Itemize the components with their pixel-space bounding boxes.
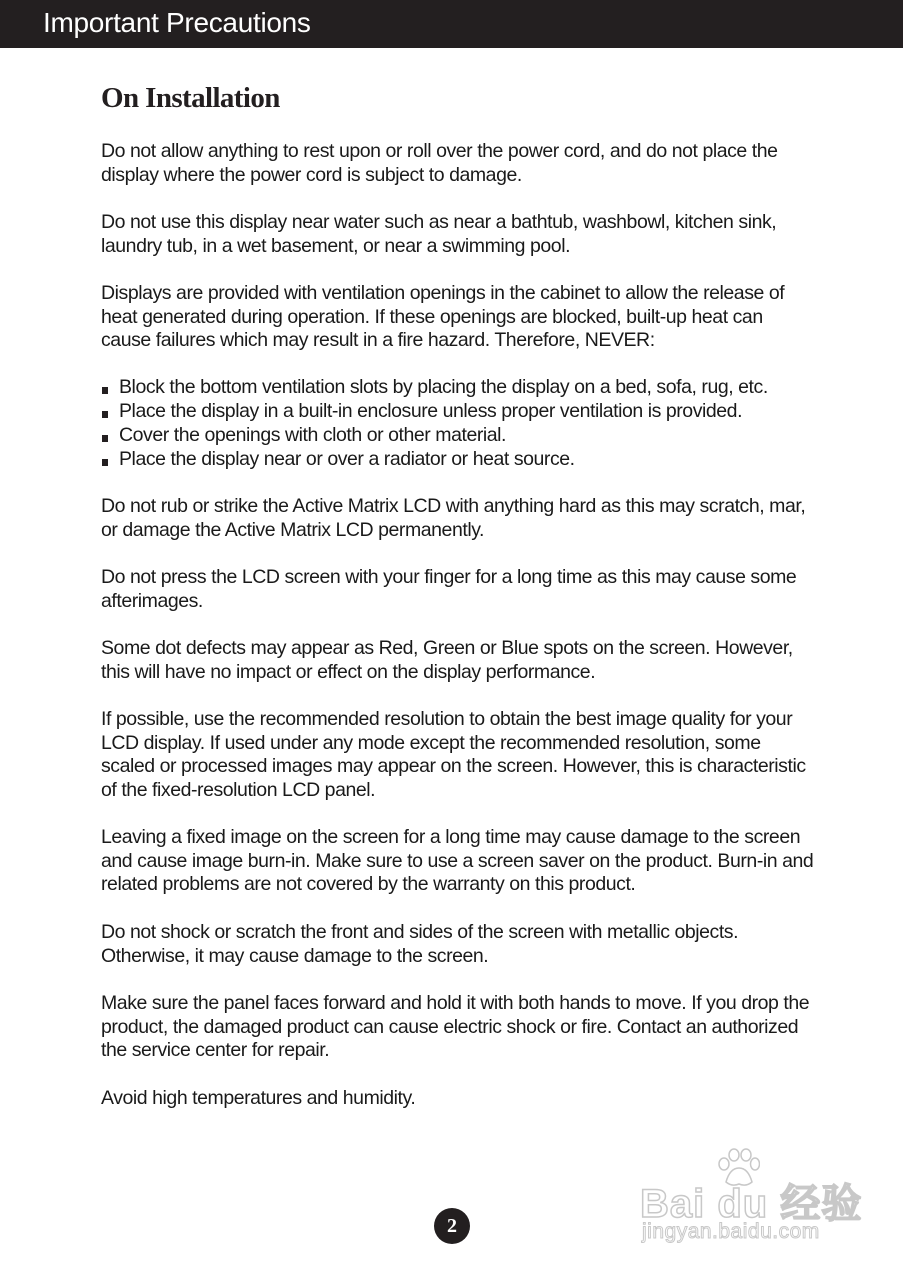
list-item — [101, 400, 816, 424]
header-bar — [0, 0, 903, 48]
list-item-text: Block the bottom ventilation slots by placing the display on a bed, sofa, rug, etc. — [119, 376, 768, 398]
watermark-logo: Bai du 经验 — [640, 1182, 863, 1226]
page-number: 2 — [447, 1214, 457, 1237]
paragraph-finger-press: Do not press the LCD screen with your finger for a long time as this may cause some afterimages. — [101, 566, 797, 612]
list-item-text: Place the display in a built-in enclosure unless proper ventilation is provided. — [119, 399, 743, 422]
paragraph-dot-defects: Some dot defects may appear as Red, Green or Blue spots on the screen. However, this will have no impact or effect on the display performance. — [101, 637, 793, 683]
paragraph-water: Do not use this display near water such as near a bathtub, washbowl, kitchen sink, laundry tub, in a wet basement, or near a swimming pool. — [101, 211, 777, 257]
list-item-text: Place the display near or over a radiator or heat source. — [119, 447, 575, 470]
watermark-url: jingyan.baidu.com — [642, 1220, 820, 1243]
bullet-square-icon — [102, 387, 108, 394]
watermark — [640, 1148, 880, 1248]
paragraph-metallic-objects: Do not shock or scratch the front and sides of the screen with metallic objects. Otherwise, it may cause damage to the screen. — [101, 921, 739, 967]
paragraph-burn-in: Leaving a fixed image on the screen for a long time may cause damage to the screen and cause image burn-in. Make sure to use a screen saver on the product. Burn-in and related problems are not covered by the warranty on this product. — [101, 826, 814, 896]
bullet-square-icon — [102, 435, 108, 442]
bullet-square-icon — [102, 411, 108, 418]
paragraph-ventilation: Displays are provided with ventilation openings in the cabinet to allow the release of heat generated during operation. If these openings are blocked, built-up heat can cause failures which may result in a fire hazard. Therefore, NEVER: — [101, 282, 785, 352]
paragraph-temperature: Avoid high temperatures and humidity. — [101, 1087, 416, 1109]
bullet-square-icon — [102, 459, 108, 466]
list-item — [101, 448, 816, 472]
paragraph-power-cord: Do not allow anything to rest upon or roll over the power cord, and do not place the display where the power cord is subject to damage. — [101, 140, 778, 186]
list-item-text: Cover the openings with cloth or other material. — [119, 423, 507, 446]
paragraph-resolution: If possible, use the recommended resolution to obtain the best image quality for your LCD display. If used under any mode except the recommended resolution, some scaled or processed images may appear on the screen. However, this is characteristic of the fixed-resolution LCD panel. — [101, 708, 806, 801]
page-number-badge — [434, 1208, 470, 1244]
header-title: Important Precautions — [43, 7, 311, 38]
list-item — [101, 376, 816, 400]
section-heading: On Installation — [101, 82, 280, 114]
paragraph-lcd-strike: Do not rub or strike the Active Matrix LCD with anything hard as this may scratch, mar, or damage the Active Matrix LCD permanently. — [101, 495, 806, 541]
never-list — [101, 376, 816, 472]
list-item — [101, 424, 816, 448]
paragraph-moving-panel: Make sure the panel faces forward and hold it with both hands to move. If you drop the product, the damaged product can cause electric shock or fire. Contact an authorized the service center for repair. — [101, 992, 810, 1062]
